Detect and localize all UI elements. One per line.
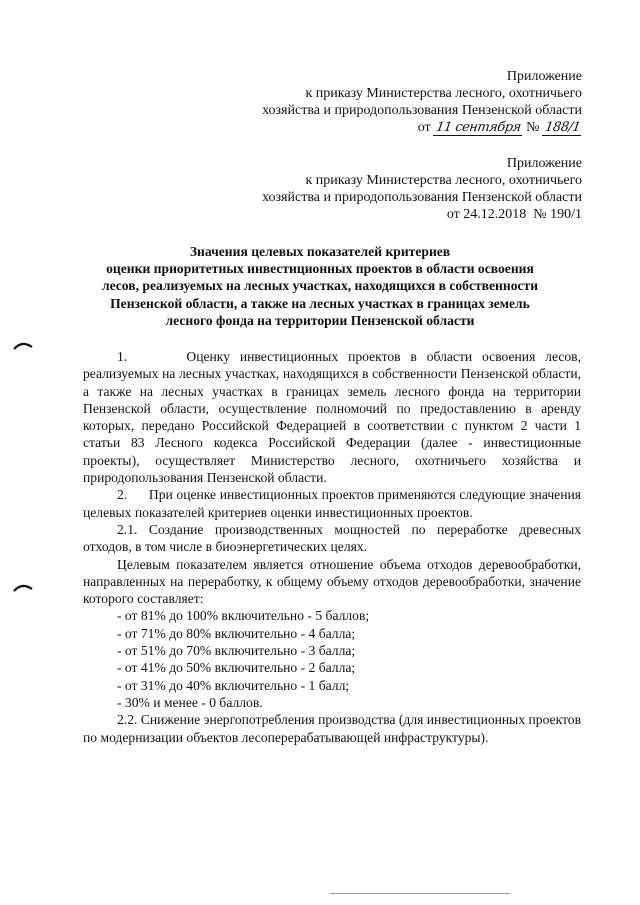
title-line-5: лесного фонда на территории Пензенской области [165, 312, 475, 328]
order-ref-line: к приказу Министерства лесного, охотничьего [305, 173, 582, 188]
appendix-header-original [262, 155, 582, 223]
number-label: № [526, 120, 540, 135]
handwritten-date: 11 сентября [433, 121, 524, 136]
appendix-header-new [262, 68, 582, 136]
paragraph-1: 1. Оценку инвестиционных проектов в области освоения лесов, реализуемых на лесных участках, находящихся в собственности Пензенской области, а также на лесных участках в границах земель лесного фонда на территории Пензенской области, осуществление полномочий по предоставлению в аренду которых, передано Российской Федерацией в соответствии с пунктом 2 части 1 статьи 83 Лесного кодекса Российской Федерации (далее - инвестиционные проекты), осуществляет Министерство лесного, охотничьего хозяйства и природопользования Пензенской области. [83, 349, 585, 486]
paragraph-target-indicator: Целевым показателем является отношение объема отходов деревообработки, направленных на переработку, к общему объему отходов деревообработки, значение которого составляет: [83, 556, 581, 607]
handwritten-number: 188/1 [542, 121, 583, 136]
list-item: - 30% и менее - 0 баллов. [117, 694, 263, 710]
list-item: - от 51% до 70% включительно - 3 балла; [117, 643, 356, 659]
list-item: - от 31% до 40% включительно - 1 балл; [117, 677, 350, 693]
appendix-label: Приложение [506, 156, 582, 171]
title-line-4: Пензенской области, а также на лесных участках в границах земель [110, 295, 530, 311]
paragraph-2-1: 2.1. Создание производственных мощностей по переработке древесных отходов, в том числе в биоэнергетических целях. [83, 521, 581, 555]
title-line-1: Значения целевых показателей критериев [189, 244, 451, 259]
ministry-line: хозяйства и природопользования Пензенской области [262, 190, 582, 205]
title-line-2: оценки приоритетных инвестиционных проектов в области освоения [106, 261, 534, 277]
list-item: - от 81% до 100% включительно - 5 баллов; [117, 608, 370, 624]
order-ref-line: к приказу Министерства лесного, охотничьего [305, 86, 582, 101]
document-title [70, 243, 570, 329]
from-label: от [417, 120, 431, 135]
scan-edge-line [330, 893, 510, 894]
binder-hole-mark [12, 580, 34, 594]
appendix-label: Приложение [506, 69, 582, 84]
list-item: - от 71% до 80% включительно - 4 балла; [117, 625, 356, 641]
order-date-line: от 24.12.2018 № 190/1 [446, 207, 582, 222]
title-line-3: лесов, реализуемых на лесных участках, находящихся в собственности [101, 278, 539, 294]
list-item: - от 41% до 50% включительно - 2 балла; [117, 660, 356, 676]
document-body [83, 348, 585, 746]
paragraph-2-2: 2.2. Снижение энергопотребления производства (для инвестиционных проектов по модернизации объектов лесоперерабатывающей инфраструктуры). [83, 712, 581, 745]
binder-hole-mark [12, 338, 34, 352]
ministry-line: хозяйства и природопользования Пензенской области [262, 103, 582, 118]
order-date-line [262, 119, 582, 136]
paragraph-2: 2. При оценке инвестиционных проектов применяются следующие значения целевых показателей критериев оценки инвестиционных проектов. [83, 487, 585, 520]
